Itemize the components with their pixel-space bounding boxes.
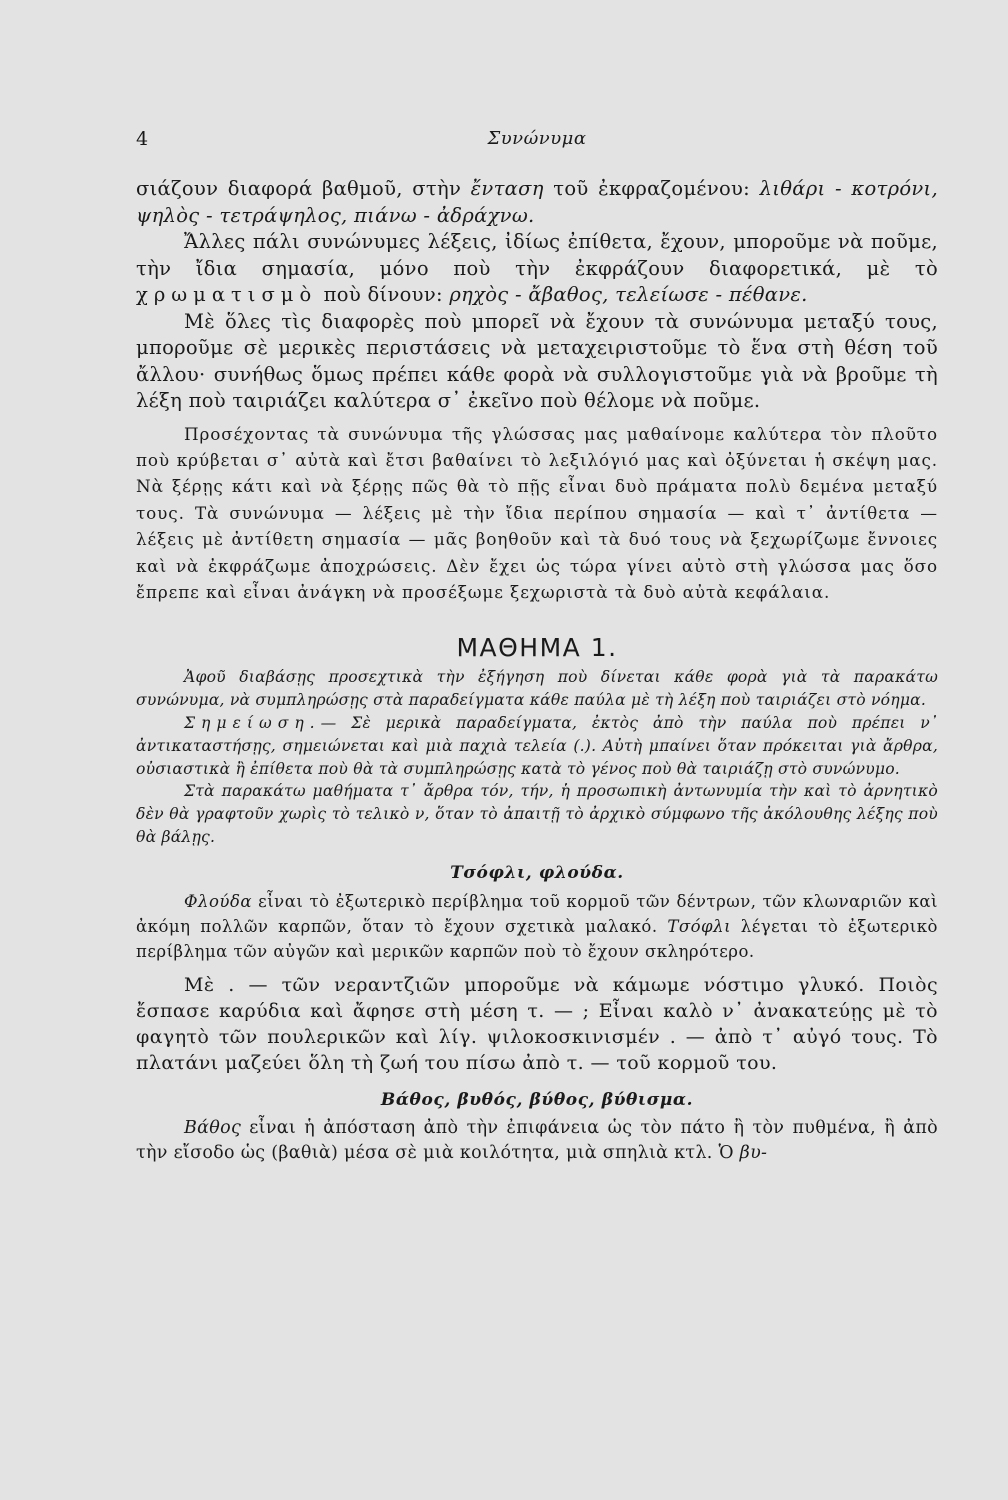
intro-p1-text: σιάζουν διαφορά βαθμοῦ, στὴν [136,177,471,200]
page-body [136,176,938,1167]
page-header [136,128,938,154]
page-number: 4 [136,128,149,150]
intro-paragraph-1 [136,176,938,229]
definition-term-2: Τσόφλι [667,916,732,936]
intro-paragraph-4: Προσέχοντας τὰ συνώνυμα τῆς γλώσσας μας μαθαίνομε καλύτερα τὸν πλοῦτο ποὺ κρύβεται σ᾽ αὐτὰ καὶ ἔτσι βαθαίνει τὸ λεξιλόγιό μας καὶ ὀξύνεται ἡ σκέψη μας. Νὰ ξέρῃς κάτι καὶ νὰ ξέρῃς πῶς θὰ τὸ πῇς εἶναι δυὸ πράματα πολὺ δεμένα μεταξύ τους. Τὰ συνώνυμα — λέξεις μὲ τὴν ἴδια περίπου σημασία — καὶ τ᾽ ἀντίθετα — λέξεις μὲ ἀντίθετη σημασία — μᾶς βοηθοῦν καὶ τὰ δυό τους νὰ ξεχωρίζωμε ἔννοιες καὶ νὰ ἐκφράζωμε ἀποχρώσεις. Δὲν ἔχει ὡς τώρα γίνει αὐτὸ στὴ γλώσσα μας ὅσο ἔπρεπε καὶ εἶναι ἀνάγκη νὰ προσέξωμε ξεχωριστὰ τὰ δυὸ αὐτὰ κεφάλαια. [136,423,938,602]
definition-term-1: Φλούδα [184,891,253,911]
section-heading-vathos: Βάθος, βυθός, βύθος, βύθισμα. [380,1089,694,1110]
section-heading-tsofli: Τσόφλι, φλούδα. [450,862,624,883]
vathos-term-end: βυ- [739,1143,768,1164]
intro-p1-emphasis: ἔνταση [470,177,544,200]
section-definition-vathos [136,1116,938,1167]
lesson-title: ΜΑΘΗΜΑ 1. [456,633,618,663]
intro-p2-text: Ἄλλες πάλι συνώνυμες λέξεις, ἰδίως ἐπίθετα, ἔχουν, μποροῦμε νὰ ποῦμε, τὴν ἴδια σημασία, μόνο ποὺ τὴν ἐκφράζουν διαφορετικά, μὲ τὸ [136,230,938,280]
definition-paragraph [136,889,938,964]
lesson-note [136,712,938,780]
lesson-instruction: Ἀφοῦ διαβάσῃς προσεχτικὰ τὴν ἐξήγηση ποὺ δίνεται κάθε φορὰ γιὰ τὰ παρακάτω συνώνυμα, νὰ συμπληρώσῃς στὰ παραδείγματα κάθε παύλα μὲ τὴ λέξη ποὺ ταιριάζει στὸ νόημα. [136,668,938,710]
lesson-note-2: Στὰ παρακάτω μαθήματα τ᾽ ἄρθρα τόν, τήν, ἡ προσωπικὴ ἀντωνυμία τὴν καὶ τὸ ἀρνητικὸ δὲν θὰ γραφτοῦν χωρὶς τὸ τελικὸ ν, ὅταν τὸ ἀπαιτῇ τὸ ἀρχικὸ σύμφωνο τῆς ἀκόλουθης λέξης ποὺ θὰ βάλῃς. [136,782,938,846]
definition-text-2: λέγεται τὸ ἐξωτερικὸ περίβλημα τῶν αὐγῶν καὶ μερικῶν καρπῶν ποὺ τὸ ἔχουν σκληρότερο. [136,916,938,961]
definition-text-1: εἶναι τὸ ἐξωτερικὸ περίβλημα τοῦ κορμοῦ τῶν δέντρων, τῶν κλωναριῶν καὶ ἀκόμη πολλῶν καρπῶν, ὅταν τὸ ἔχουν σχετικὰ μαλακό. [136,891,938,936]
intro-p2-text2: ποὺ δίνουν: [317,283,450,306]
running-title: Συνώνυμα [487,128,587,149]
lesson-instructions [136,666,938,848]
intro-p1-text2: τοῦ ἐκφραζομένου: [543,177,760,200]
intro-section [136,176,938,415]
intro-paragraph-2 [136,229,938,309]
intro-section-2 [136,421,938,606]
intro-paragraph-3: Μὲ ὅλες τὶς διαφορὲς ποὺ μπορεῖ νὰ ἔχουν τὰ συνώνυμα μεταξύ τους, μποροῦμε σὲ μερικὲς περιστάσεις νὰ μεταχειριστοῦμε τὸ ἕνα στὴ θέση τοῦ ἄλλου· συνήθως ὅμως πρέπει κάθε φορὰ νὰ συλλογιστοῦμε γιὰ νὰ βροῦμε τὴ λέξη ποὺ ταιριάζει καλύτερα σ᾽ ἐκεῖνο ποὺ θέλομε νὰ ποῦμε. [136,309,938,412]
vathos-term: Βάθος [184,1117,242,1138]
vathos-definition-paragraph [136,1116,938,1167]
intro-p2-examples: ρηχὸς - ἄβαθος, τελείωσε - πέθανε. [449,283,808,306]
section-definition-tsofli [136,889,938,964]
vathos-text: εἶναι ἡ ἀπόσταση ἀπὸ τὴν ἐπιφάνεια ὡς τὸν πάτο ἢ τὸν πυθμένα, ἢ ἀπὸ τὴν εἴσοδο ὡς (βαθιὰ) μέσα σὲ μιὰ κοιλότητα, μιὰ σπηλιὰ κτλ. Ὁ [136,1117,938,1164]
section-examples-tsofli [136,972,938,1076]
note-text: — Σὲ μερικὰ παραδείγματα, ἐκτὸς ἀπὸ τὴν παύλα ποὺ πρέπει ν᾽ ἀντικαταστήσῃς, σημειώνεται καὶ μιὰ παχιὰ τελεία (.). Αὐτὴ μπαίνει ὅταν πρόκειται γιὰ ἄρθρα, οὐσιαστικὰ ἢ ἐπίθετα ποὺ θὰ τὰ συμπληρώσῃς κατὰ τὸ γένος ποὺ θὰ ταιριάζῃ στὸ συνώνυμο. [136,713,938,778]
note-label: Σημείωση. [184,713,321,732]
example-paragraph: Μὲ . — τῶν νεραντζιῶν μποροῦμε νὰ κάμωμε νόστιμο γλυκό. Ποιὸς ἔσπασε καρύδια καὶ ἄφησε στὴ μέση τ. — ; Εἶναι καλὸ ν᾽ ἀνακατεύῃς μὲ τὸ φαγητὸ τῶν πουλερικῶν καὶ λίγ. ψιλοκοσκινισμέν . — ἀπὸ τ᾽ αὐγό τους. Τὸ πλατάνι μαζεύει ὅλη τὴ ζωή του πίσω ἀπὸ τ. — τοῦ κορμοῦ του. [136,973,938,1074]
intro-p2-spaced: χρωματισμὸ [136,283,318,306]
intro-p1-examples: λιθάρι - κοτρόνι, ψηλὸς - τετράψηλος, πιάνω - ἀδράχνω. [136,177,939,227]
